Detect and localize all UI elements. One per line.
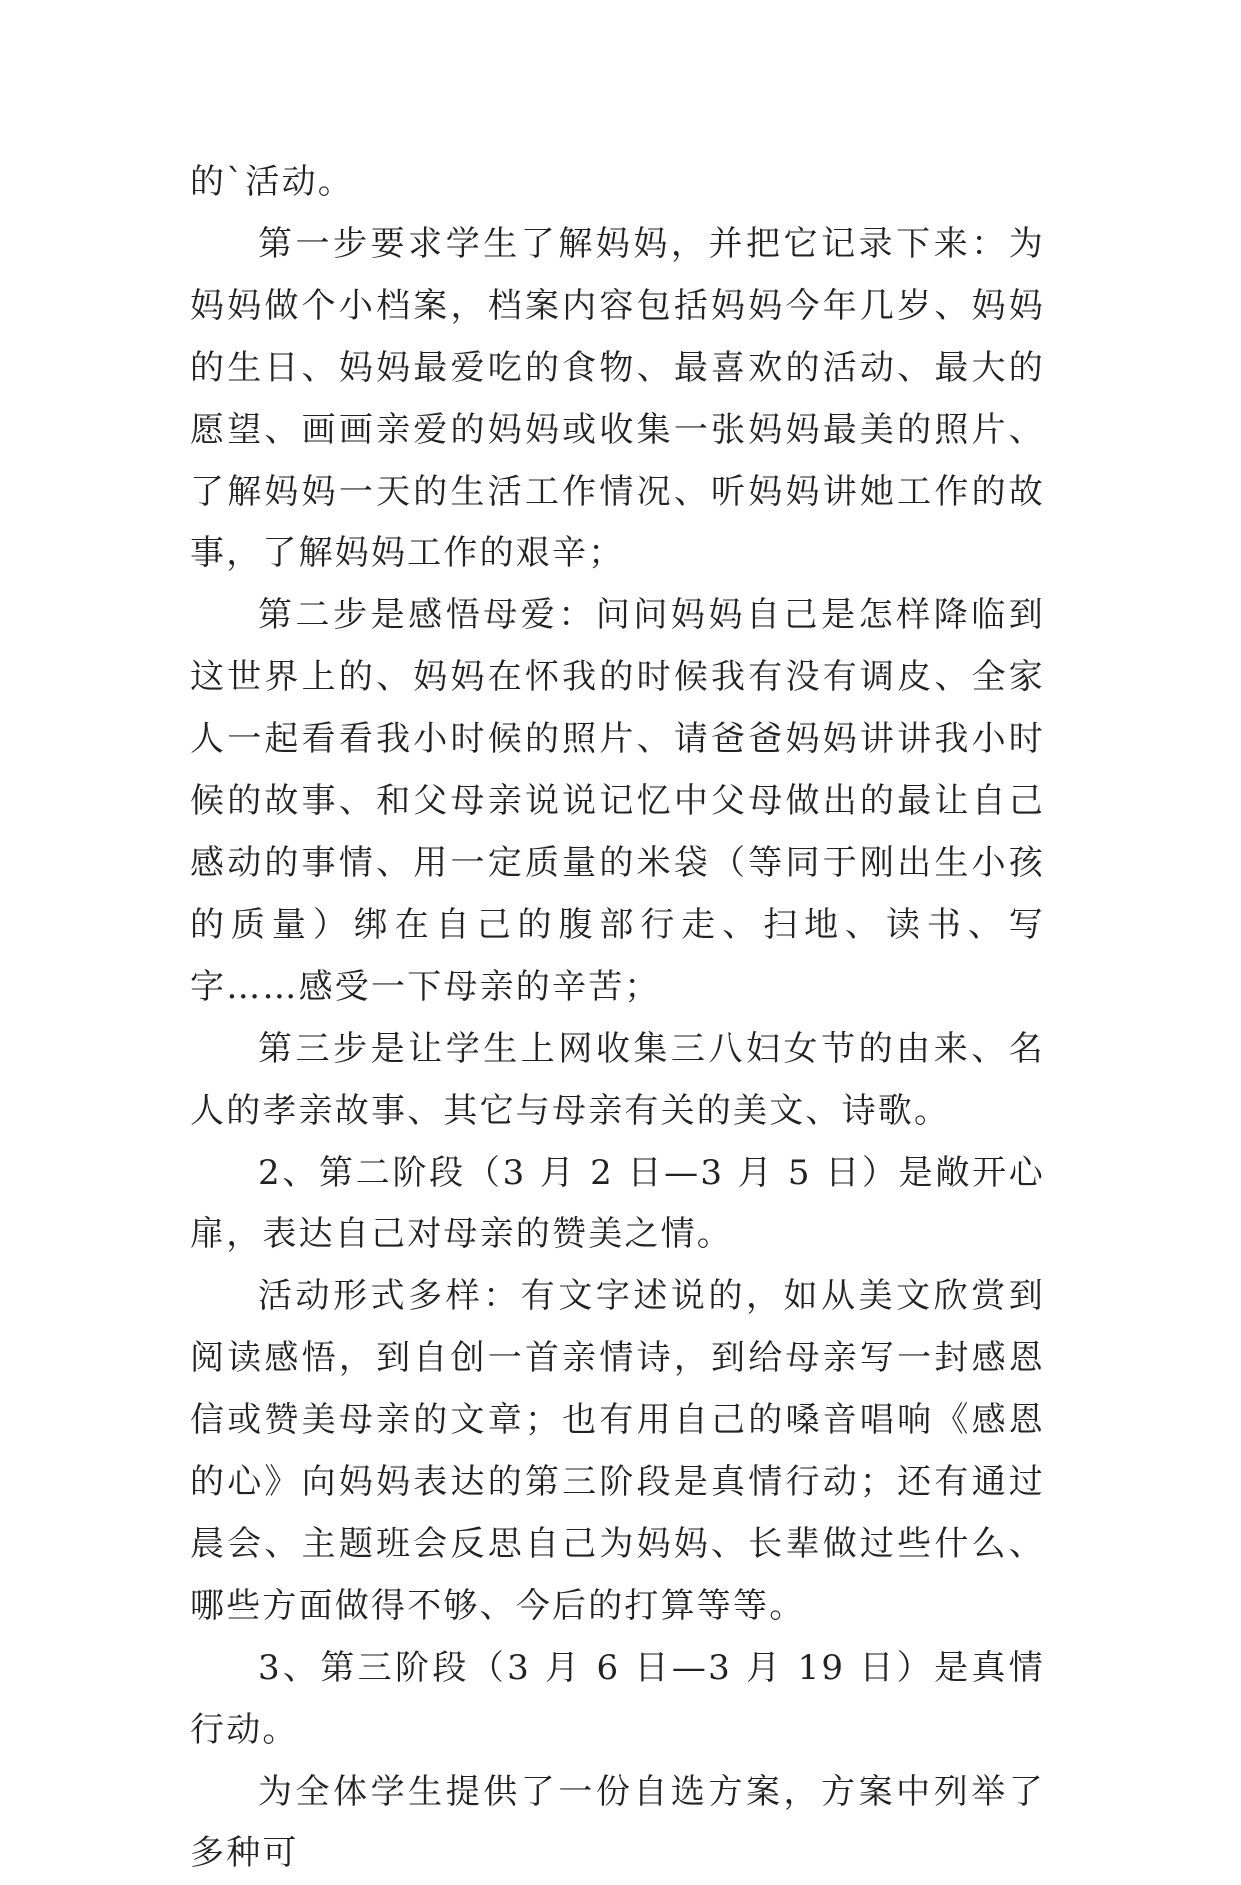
paragraph: 2、第二阶段（3 月 2 日—3 月 5 日）是敞开心扉，表达自己对母亲的赞美之情。 [190,1152,1045,1255]
body-text [190,152,1045,1885]
paragraph: 为全体学生提供了一份自选方案，方案中列举了多种可 [190,1771,1045,1874]
paragraph: 3、第三阶段（3 月 6 日—3 月 19 日）是真情行动。 [190,1647,1045,1750]
paragraph: 第三步是让学生上网收集三八妇女节的由来、名人的孝亲故事、其它与母亲有关的美文、诗歌。 [190,1028,1045,1131]
paragraph: 的`活动。 [190,162,354,202]
paragraph: 第二步是感悟母爱：问问妈妈自己是怎样降临到这世界上的、妈妈在怀我的时候我有没有调皮、全家人一起看看我小时候的照片、请爸爸妈妈讲讲我小时候的故事、和父母亲说说记忆中父母做出的最让自己感动的事情、用一定质量的米袋（等同于刚出生小孩的质量）绑在自己的腹部行走、扫地、读书、写字……感受一下母亲的辛苦； [190,595,1045,1007]
paragraph: 活动形式多样：有文字述说的，如从美文欣赏到阅读感悟，到自创一首亲情诗，到给母亲写一封感恩信或赞美母亲的文章；也有用自己的嗓音唱响《感恩的心》向妈妈表达的第三阶段是真情行动；还有通过晨会、主题班会反思自己为妈妈、长辈做过些什么、哪些方面做得不够、今后的打算等等。 [190,1276,1045,1626]
paragraph: 第一步要求学生了解妈妈，并把它记录下来：为妈妈做个小档案，档案内容包括妈妈今年几岁、妈妈的生日、妈妈最爱吃的食物、最喜欢的活动、最大的愿望、画画亲爱的妈妈或收集一张妈妈最美的照片、了解妈妈一天的生活工作情况、听妈妈讲她工作的故事，了解妈妈工作的艰辛； [190,223,1045,574]
